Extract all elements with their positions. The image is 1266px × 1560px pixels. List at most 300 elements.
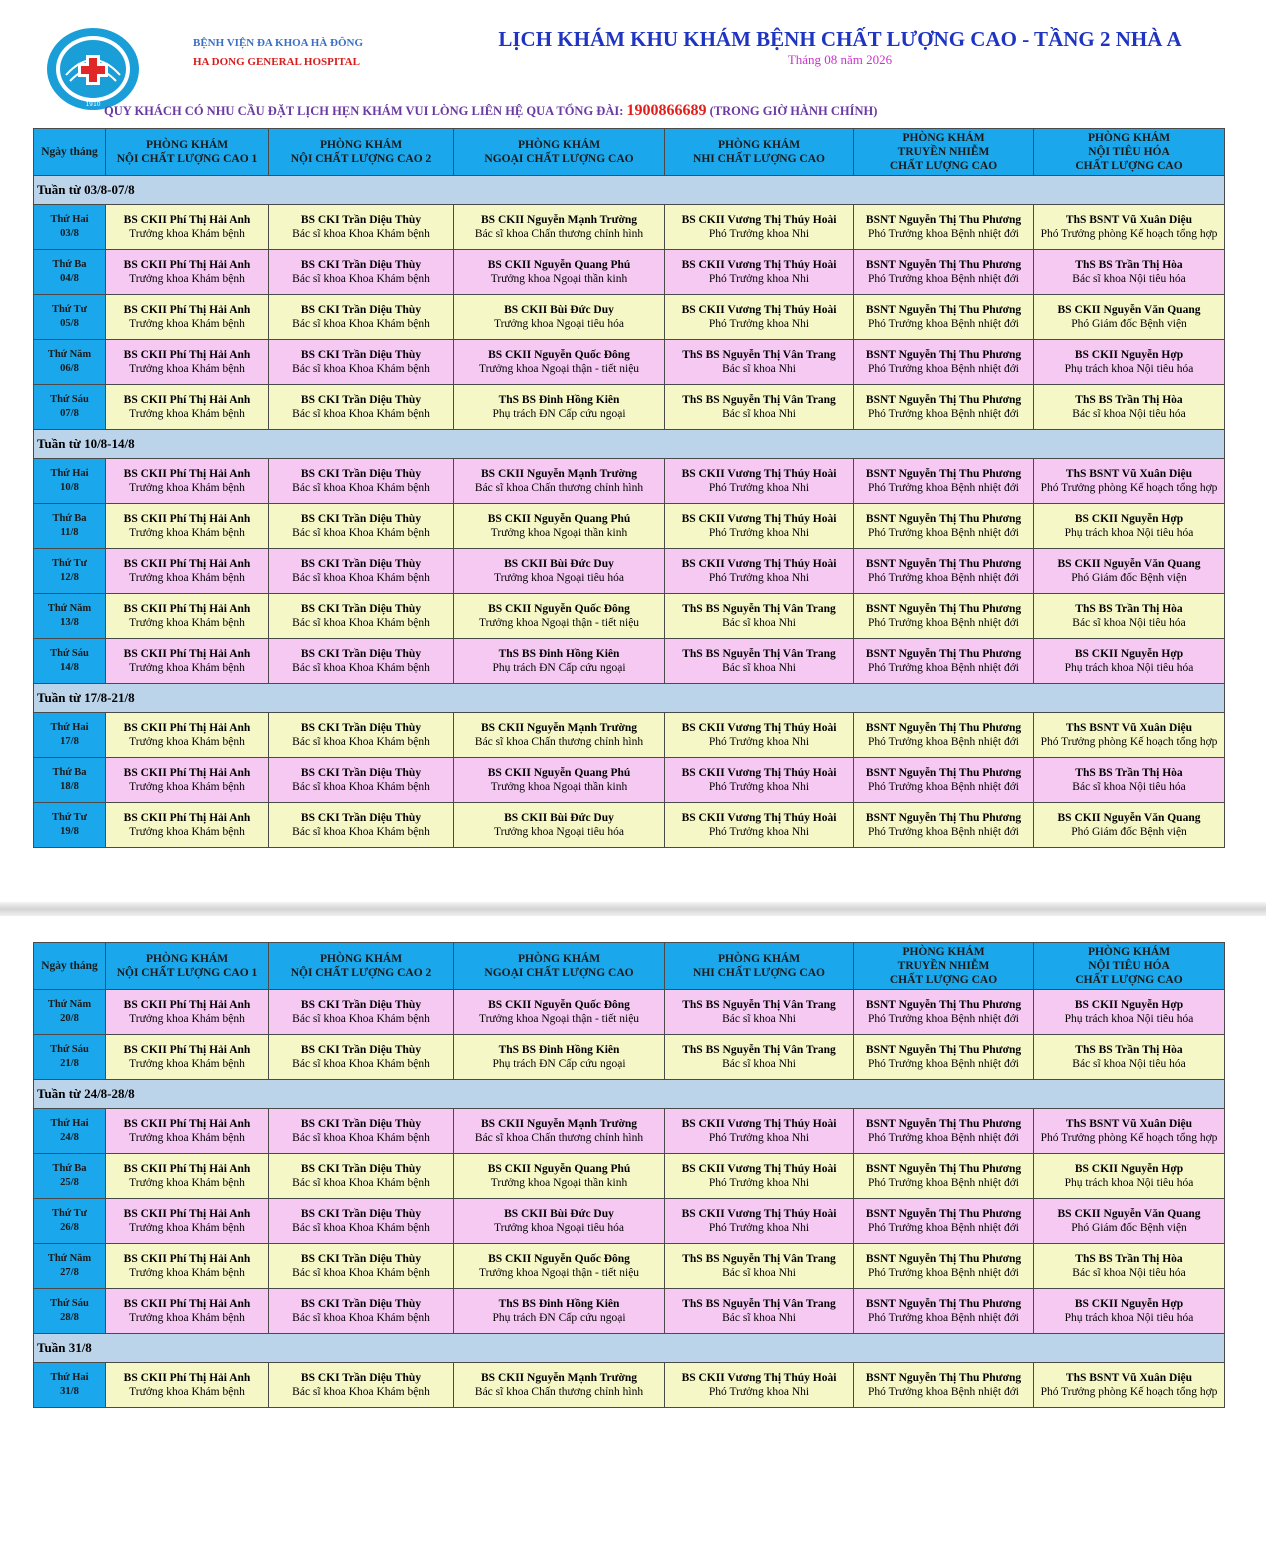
doctor-cell	[454, 1363, 665, 1408]
doctor-name: BS CKI Trần Diệu Thùy	[300, 647, 422, 660]
doctor-cell	[665, 1035, 854, 1080]
doctor-cell	[1034, 1363, 1225, 1408]
doctor-name: BS CKII Phí Thị Hải Anh	[123, 1117, 251, 1130]
date: 19/8	[60, 826, 79, 837]
schedule-row	[34, 549, 1225, 594]
doctor-cell	[269, 385, 454, 430]
doctor-cell	[269, 990, 454, 1035]
header-clinic	[454, 129, 665, 176]
doctor-name: ThS BS Đinh Hồng Kiên	[498, 393, 620, 406]
doctor-cell	[854, 504, 1034, 549]
week-row	[34, 430, 1225, 459]
date: 13/8	[60, 617, 79, 628]
doctor-name: BS CKII Nguyễn Mạnh Trường	[481, 467, 637, 480]
doctor-role: Trưởng khoa Khám bệnh	[129, 662, 245, 674]
doctor-name: BS CKI Trần Diệu Thùy	[300, 721, 422, 734]
doctor-role: Phó Trưởng khoa Bệnh nhiệt đới	[868, 617, 1019, 629]
date: 26/8	[60, 1222, 79, 1233]
date-cell	[34, 1154, 106, 1199]
doctor-role: Bác sĩ khoa Nội tiêu hóa	[1072, 781, 1186, 793]
doctor-name: ThS BS Nguyễn Thị Vân Trang	[682, 1252, 836, 1265]
doctor-name: ThS BS Đinh Hồng Kiên	[498, 1297, 620, 1310]
doctor-role: Bác sĩ khoa Khoa Khám bệnh	[292, 408, 430, 420]
doctor-role: Bác sĩ khoa Nội tiêu hóa	[1072, 408, 1186, 420]
doctor-name: BS CKII Bùi Đức Duy	[504, 303, 614, 316]
doctor-cell	[1034, 1109, 1225, 1154]
doctor-role: Bác sĩ khoa Khoa Khám bệnh	[292, 1386, 430, 1398]
doctor-cell	[106, 504, 269, 549]
doctor-cell	[854, 205, 1034, 250]
doctor-role: Trưởng khoa Ngoại thần kinh	[490, 1177, 628, 1189]
doctor-name: BS CKI Trần Diệu Thùy	[300, 1162, 422, 1175]
doctor-cell	[454, 205, 665, 250]
doctor-cell	[1034, 758, 1225, 803]
doctor-role: Phó Giám đốc Bệnh viện	[1071, 1222, 1187, 1234]
doctor-cell	[665, 549, 854, 594]
doctor-cell	[665, 295, 854, 340]
date: 07/8	[60, 408, 79, 419]
header-text: PHÒNG KHÁM	[145, 953, 229, 965]
doctor-name: BS CKII Nguyễn Văn Quang	[1057, 557, 1201, 570]
doctor-cell	[1034, 459, 1225, 504]
date: 11/8	[60, 527, 79, 538]
doctor-role: Phụ trách khoa Nội tiêu hóa	[1064, 1013, 1194, 1025]
doctor-cell	[1034, 1154, 1225, 1199]
weekday: Thứ Hai	[50, 1118, 89, 1129]
doctor-role: Bác sĩ khoa Nhi	[722, 363, 796, 375]
date-cell	[34, 1109, 106, 1154]
doctor-role: Phó Trưởng khoa Bệnh nhiệt đới	[868, 1222, 1019, 1234]
schedule-row	[34, 205, 1225, 250]
doctor-role: Phụ trách khoa Nội tiêu hóa	[1064, 363, 1194, 375]
hotline-number[interactable]: 1900866689	[626, 102, 707, 119]
doctor-name: BSNT Nguyễn Thị Thu Phương	[865, 393, 1022, 406]
schedule-row	[34, 1363, 1225, 1408]
doctor-cell	[106, 594, 269, 639]
doctor-cell	[665, 1244, 854, 1289]
doctor-name: BS CKII Nguyễn Quang Phú	[487, 1162, 631, 1175]
doctor-cell	[106, 340, 269, 385]
doctor-name: BSNT Nguyễn Thị Thu Phương	[865, 811, 1022, 824]
doctor-cell	[269, 1154, 454, 1199]
schedule-row	[34, 1289, 1225, 1334]
doctor-name: BS CKII Nguyễn Mạnh Trường	[481, 1371, 637, 1384]
doctor-role: Trưởng khoa Khám bệnh	[129, 1013, 245, 1025]
doctor-name: BS CKII Bùi Đức Duy	[504, 1207, 614, 1220]
doctor-name: BS CKII Phí Thị Hải Anh	[123, 1252, 251, 1265]
doctor-name: BS CKI Trần Diệu Thùy	[300, 766, 422, 779]
doctor-role: Bác sĩ khoa Khoa Khám bệnh	[292, 781, 430, 793]
weekday: Thứ Năm	[47, 1253, 92, 1264]
doctor-cell	[106, 1199, 269, 1244]
doctor-name: BS CKII Phí Thị Hải Anh	[123, 1371, 251, 1384]
doctor-name: ThS BS Nguyễn Thị Vân Trang	[682, 1043, 836, 1056]
date: 14/8	[60, 662, 79, 673]
page-subtitle: Tháng 08 năm 2026	[787, 52, 893, 67]
doctor-name: BSNT Nguyễn Thị Thu Phương	[865, 467, 1022, 480]
doctor-name: BS CKII Nguyễn Văn Quang	[1057, 1207, 1201, 1220]
doctor-name: BS CKII Nguyễn Quốc Đông	[488, 998, 630, 1011]
doctor-role: Bác sĩ khoa Khoa Khám bệnh	[292, 1013, 430, 1025]
doctor-role: Phó Trưởng khoa Bệnh nhiệt đới	[868, 1013, 1019, 1025]
doctor-cell	[269, 1363, 454, 1408]
date-cell	[34, 205, 106, 250]
date-cell	[34, 713, 106, 758]
doctor-role: Phó Trưởng phòng Kế hoạch tổng hợp	[1040, 228, 1218, 240]
doctor-role: Phó Trưởng khoa Nhi	[708, 318, 810, 330]
doctor-cell	[454, 1199, 665, 1244]
doctor-cell	[1034, 549, 1225, 594]
doctor-name: BS CKII Phí Thị Hải Anh	[123, 213, 251, 226]
doctor-name: BS CKII Nguyễn Hợp	[1074, 512, 1184, 525]
doctor-role: Trưởng khoa Ngoại thần kinh	[490, 273, 628, 285]
doctor-role: Bác sĩ khoa Khoa Khám bệnh	[292, 617, 430, 629]
doctor-role: Trưởng khoa Khám bệnh	[129, 363, 245, 375]
doctor-cell	[665, 1109, 854, 1154]
header-clinic	[665, 129, 854, 176]
date: 05/8	[60, 318, 79, 329]
doctor-cell	[665, 990, 854, 1035]
doctor-role: Bác sĩ khoa Khoa Khám bệnh	[292, 662, 430, 674]
doctor-cell	[106, 1109, 269, 1154]
header-text: PHÒNG KHÁM	[319, 953, 403, 965]
doctor-role: Bác sĩ khoa Nội tiêu hóa	[1072, 617, 1186, 629]
doctor-cell	[106, 1035, 269, 1080]
doctor-name: BSNT Nguyễn Thị Thu Phương	[865, 998, 1022, 1011]
doctor-name: BS CKII Nguyễn Hợp	[1074, 348, 1184, 361]
doctor-cell	[454, 295, 665, 340]
doctor-cell	[665, 1289, 854, 1334]
doctor-name: BS CKII Phí Thị Hải Anh	[123, 1207, 251, 1220]
hospital-name-vn: BỆNH VIỆN ĐA KHOA HÀ ĐÔNG	[193, 37, 364, 49]
header-clinic	[1034, 943, 1225, 990]
schedule-row	[34, 758, 1225, 803]
doctor-role: Trưởng khoa Khám bệnh	[129, 408, 245, 420]
doctor-cell	[454, 250, 665, 295]
doctor-cell	[665, 340, 854, 385]
doctor-name: ThS BS Nguyễn Thị Vân Trang	[682, 348, 836, 361]
doctor-role: Bác sĩ khoa Nhi	[722, 1312, 796, 1324]
doctor-cell	[665, 758, 854, 803]
weekday: Thứ Tư	[52, 812, 87, 823]
doctor-cell	[106, 1154, 269, 1199]
doctor-cell	[854, 549, 1034, 594]
header-date	[34, 129, 106, 176]
doctor-name: BS CKII Vương Thị Thúy Hoài	[681, 811, 837, 824]
doctor-name: BS CKI Trần Diệu Thùy	[300, 1252, 422, 1265]
doctor-name: BSNT Nguyễn Thị Thu Phương	[865, 1297, 1022, 1310]
header-clinic	[854, 943, 1034, 990]
date-cell	[34, 340, 106, 385]
doctor-name: BSNT Nguyễn Thị Thu Phương	[865, 348, 1022, 361]
doctor-cell	[665, 385, 854, 430]
doctor-cell	[454, 639, 665, 684]
weekday: Thứ Hai	[50, 214, 89, 225]
doctor-name: ThS BS Nguyễn Thị Vân Trang	[682, 998, 836, 1011]
doctor-role: Trưởng khoa Khám bệnh	[129, 1058, 245, 1070]
header-text: PHÒNG KHÁM	[1087, 132, 1171, 144]
doctor-name: ThS BSNT Vũ Xuân Diệu	[1065, 1371, 1193, 1384]
doctor-cell	[1034, 803, 1225, 848]
doctor-cell	[269, 1035, 454, 1080]
doctor-name: BS CKI Trần Diệu Thùy	[300, 557, 422, 570]
doctor-role: Phụ trách ĐN Cấp cứu ngoại	[492, 408, 626, 420]
doctor-role: Trưởng khoa Khám bệnh	[129, 318, 245, 330]
date: 24/8	[60, 1132, 79, 1143]
header-text: CHẤT LƯỢNG CAO	[1075, 160, 1183, 172]
doctor-name: BS CKII Phí Thị Hải Anh	[123, 1297, 251, 1310]
doctor-role: Bác sĩ khoa Nhi	[722, 408, 796, 420]
doctor-cell	[269, 1289, 454, 1334]
weekday: Thứ Tư	[52, 304, 87, 315]
header-text: NỘI CHẤT LƯỢNG CAO 2	[290, 153, 432, 165]
doctor-cell	[854, 990, 1034, 1035]
doctor-role: Bác sĩ khoa Khoa Khám bệnh	[292, 1222, 430, 1234]
doctor-cell	[269, 639, 454, 684]
doctor-cell	[1034, 713, 1225, 758]
doctor-name: BS CKI Trần Diệu Thùy	[300, 1297, 422, 1310]
doctor-role: Phụ trách khoa Nội tiêu hóa	[1064, 527, 1194, 539]
doctor-name: BSNT Nguyễn Thị Thu Phương	[865, 1252, 1022, 1265]
table-header-row	[34, 129, 1225, 176]
schedule-row	[34, 459, 1225, 504]
weekday: Thứ Sáu	[50, 648, 89, 659]
doctor-cell	[106, 803, 269, 848]
doctor-name: BS CKII Vương Thị Thúy Hoài	[681, 303, 837, 316]
week-label: Tuần từ 03/8-07/8	[34, 176, 1225, 205]
doctor-cell	[854, 713, 1034, 758]
doctor-cell	[665, 250, 854, 295]
doctor-role: Phó Trưởng khoa Nhi	[708, 1177, 810, 1189]
date: 28/8	[60, 1312, 79, 1323]
doctor-name: BS CKII Nguyễn Quang Phú	[487, 258, 631, 271]
doctor-cell	[106, 250, 269, 295]
header-text: PHÒNG KHÁM	[517, 953, 601, 965]
doctor-role: Phó Trưởng khoa Bệnh nhiệt đới	[868, 1058, 1019, 1070]
doctor-role: Trưởng khoa Khám bệnh	[129, 1267, 245, 1279]
doctor-name: BS CKI Trần Diệu Thùy	[300, 512, 422, 525]
hospital-logo-icon	[46, 27, 140, 111]
doctor-name: BS CKII Phí Thị Hải Anh	[123, 258, 251, 271]
week-row	[34, 176, 1225, 205]
date: 20/8	[60, 1013, 79, 1024]
weekday: Thứ Năm	[47, 999, 92, 1010]
doctor-cell	[854, 295, 1034, 340]
doctor-cell	[1034, 1035, 1225, 1080]
header-text: Ngày tháng	[41, 146, 98, 158]
schedule-row	[34, 250, 1225, 295]
doctor-role: Bác sĩ khoa Nhi	[722, 1058, 796, 1070]
header-text: TRUYỀN NHIỄM	[897, 960, 990, 972]
date-cell	[34, 549, 106, 594]
doctor-role: Phụ trách ĐN Cấp cứu ngoại	[492, 662, 626, 674]
doctor-name: BS CKII Phí Thị Hải Anh	[123, 602, 251, 615]
doctor-role: Bác sĩ khoa Khoa Khám bệnh	[292, 318, 430, 330]
doctor-role: Phó Trưởng khoa Bệnh nhiệt đới	[868, 1386, 1019, 1398]
doctor-role: Bác sĩ khoa Nội tiêu hóa	[1072, 1267, 1186, 1279]
header-clinic	[454, 943, 665, 990]
header-clinic	[106, 129, 269, 176]
doctor-role: Phó Trưởng khoa Bệnh nhiệt đới	[868, 826, 1019, 838]
doctor-name: ThS BS Trần Thị Hòa	[1075, 393, 1183, 406]
doctor-role: Phó Trưởng phòng Kế hoạch tổng hợp	[1040, 736, 1218, 748]
doctor-role: Phó Trưởng khoa Nhi	[708, 1132, 810, 1144]
doctor-cell	[269, 295, 454, 340]
doctor-name: ThS BS Trần Thị Hòa	[1075, 766, 1183, 779]
doctor-role: Trưởng khoa Khám bệnh	[129, 1312, 245, 1324]
doctor-name: BS CKII Vương Thị Thúy Hoài	[681, 1371, 837, 1384]
doctor-name: BSNT Nguyễn Thị Thu Phương	[865, 1117, 1022, 1130]
schedule-row	[34, 1035, 1225, 1080]
doctor-role: Trưởng khoa Khám bệnh	[129, 1177, 245, 1189]
date: 17/8	[60, 736, 79, 747]
doctor-cell	[454, 549, 665, 594]
doctor-role: Phó Trưởng phòng Kế hoạch tổng hợp	[1040, 1132, 1218, 1144]
doctor-role: Bác sĩ khoa Nhi	[722, 1267, 796, 1279]
doctor-name: BS CKI Trần Diệu Thùy	[300, 258, 422, 271]
date-cell	[34, 504, 106, 549]
weekday: Thứ Sáu	[50, 394, 89, 405]
doctor-name: BS CKII Phí Thị Hải Anh	[123, 998, 251, 1011]
doctor-role: Phó Giám đốc Bệnh viện	[1071, 318, 1187, 330]
header-clinic	[269, 129, 454, 176]
week-label: Tuần từ 24/8-28/8	[34, 1080, 1225, 1109]
doctor-role: Phó Giám đốc Bệnh viện	[1071, 572, 1187, 584]
weekday: Thứ Tư	[52, 558, 87, 569]
doctor-name: BS CKII Phí Thị Hải Anh	[123, 467, 251, 480]
doctor-name: ThS BS Trần Thị Hòa	[1075, 1252, 1183, 1265]
header-text: PHÒNG KHÁM	[319, 139, 403, 151]
doctor-name: BSNT Nguyễn Thị Thu Phương	[865, 1043, 1022, 1056]
doctor-name: BS CKII Vương Thị Thúy Hoài	[681, 1117, 837, 1130]
booking-notice	[104, 102, 877, 120]
doctor-cell	[454, 459, 665, 504]
doctor-cell	[1034, 639, 1225, 684]
doctor-name: BSNT Nguyễn Thị Thu Phương	[865, 1162, 1022, 1175]
doctor-cell	[1034, 205, 1225, 250]
header-text: NHI CHẤT LƯỢNG CAO	[693, 967, 825, 979]
weekday: Thứ Sáu	[50, 1298, 89, 1309]
doctor-name: BS CKII Phí Thị Hải Anh	[123, 1043, 251, 1056]
doctor-name: BS CKI Trần Diệu Thùy	[300, 348, 422, 361]
doctor-name: BS CKI Trần Diệu Thùy	[300, 811, 422, 824]
doctor-role: Phó Trưởng phòng Kế hoạch tổng hợp	[1040, 482, 1218, 494]
doctor-cell	[1034, 385, 1225, 430]
date: 12/8	[60, 572, 79, 583]
doctor-cell	[665, 639, 854, 684]
doctor-cell	[854, 639, 1034, 684]
doctor-name: ThS BSNT Vũ Xuân Diệu	[1065, 467, 1193, 480]
doctor-cell	[1034, 504, 1225, 549]
header-date	[34, 943, 106, 990]
doctor-cell	[269, 713, 454, 758]
header-text: PHÒNG KHÁM	[902, 946, 985, 958]
doctor-name: BS CKI Trần Diệu Thùy	[300, 1371, 422, 1384]
doctor-cell	[665, 1363, 854, 1408]
doctor-name: BS CKII Nguyễn Hợp	[1074, 1162, 1184, 1175]
doctor-cell	[454, 758, 665, 803]
header-clinic	[269, 943, 454, 990]
doctor-cell	[106, 385, 269, 430]
doctor-name: BSNT Nguyễn Thị Thu Phương	[865, 1371, 1022, 1384]
schedule-row	[34, 504, 1225, 549]
header-text: NỘI CHẤT LƯỢNG CAO 2	[290, 967, 432, 979]
date: 27/8	[60, 1267, 79, 1278]
schedule-row	[34, 594, 1225, 639]
date-cell	[34, 594, 106, 639]
doctor-role: Bác sĩ khoa Chấn thương chỉnh hình	[474, 1386, 644, 1398]
doctor-role: Phụ trách khoa Nội tiêu hóa	[1064, 1312, 1194, 1324]
doctor-role: Phó Trưởng khoa Bệnh nhiệt đới	[868, 363, 1019, 375]
doctor-cell	[1034, 1199, 1225, 1244]
doctor-role: Trưởng khoa Khám bệnh	[129, 1132, 245, 1144]
doctor-name: BS CKI Trần Diệu Thùy	[300, 998, 422, 1011]
doctor-cell	[1034, 1244, 1225, 1289]
doctor-name: BS CKII Bùi Đức Duy	[504, 811, 614, 824]
doctor-name: BS CKII Vương Thị Thúy Hoài	[681, 258, 837, 271]
doctor-name: ThS BS Nguyễn Thị Vân Trang	[682, 602, 836, 615]
header-text: TRUYỀN NHIỄM	[897, 146, 990, 158]
doctor-cell	[854, 803, 1034, 848]
doctor-name: ThS BS Nguyễn Thị Vân Trang	[682, 1297, 836, 1310]
doctor-name: ThS BS Đinh Hồng Kiên	[498, 1043, 620, 1056]
header-text: NHI CHẤT LƯỢNG CAO	[693, 153, 825, 165]
doctor-role: Trưởng khoa Ngoại tiêu hóa	[493, 318, 625, 330]
doctor-name: BS CKII Nguyễn Văn Quang	[1057, 303, 1201, 316]
doctor-role: Trưởng khoa Khám bệnh	[129, 273, 245, 285]
doctor-cell	[854, 1109, 1034, 1154]
doctor-role: Phó Trưởng phòng Kế hoạch tổng hợp	[1040, 1386, 1218, 1398]
week-label: Tuần 31/8	[34, 1334, 1225, 1363]
doctor-role: Bác sĩ khoa Khoa Khám bệnh	[292, 1267, 430, 1279]
doctor-role: Bác sĩ khoa Chấn thương chỉnh hình	[474, 1132, 644, 1144]
doctor-role: Trưởng khoa Ngoại thận - tiết niệu	[478, 1267, 640, 1279]
header-text: PHÒNG KHÁM	[517, 139, 601, 151]
header-text: NGOẠI CHẤT LƯỢNG CAO	[484, 967, 634, 979]
doctor-role: Phụ trách khoa Nội tiêu hóa	[1064, 662, 1194, 674]
doctor-role: Bác sĩ khoa Chấn thương chỉnh hình	[474, 482, 644, 494]
doctor-role: Phó Trưởng khoa Bệnh nhiệt đới	[868, 527, 1019, 539]
doctor-role: Phó Trưởng khoa Nhi	[708, 736, 810, 748]
doctor-cell	[854, 1363, 1034, 1408]
weekday: Thứ Hai	[50, 468, 89, 479]
header-text: CHẤT LƯỢNG CAO	[889, 160, 998, 172]
header-clinic	[854, 129, 1034, 176]
doctor-cell	[454, 1109, 665, 1154]
doctor-role: Phó Trưởng khoa Nhi	[708, 781, 810, 793]
date: 18/8	[60, 781, 79, 792]
doctor-cell	[106, 295, 269, 340]
doctor-name: BS CKII Vương Thị Thúy Hoài	[681, 1162, 837, 1175]
schedule-table-2	[33, 942, 1225, 1408]
doctor-name: BSNT Nguyễn Thị Thu Phương	[865, 766, 1022, 779]
doctor-role: Phó Trưởng khoa Bệnh nhiệt đới	[868, 482, 1019, 494]
doctor-cell	[106, 549, 269, 594]
doctor-role: Trưởng khoa Ngoại tiêu hóa	[493, 1222, 625, 1234]
header-text: CHẤT LƯỢNG CAO	[1075, 974, 1183, 986]
doctor-name: BS CKII Phí Thị Hải Anh	[123, 1162, 251, 1175]
schedule-table-1	[33, 128, 1225, 848]
doctor-cell	[665, 1154, 854, 1199]
doctor-cell	[269, 1199, 454, 1244]
schedule-row	[34, 1154, 1225, 1199]
doctor-cell	[454, 1035, 665, 1080]
doctor-name: BS CKII Nguyễn Quốc Đông	[488, 348, 630, 361]
doctor-role: Trưởng khoa Khám bệnh	[129, 482, 245, 494]
doctor-role: Phó Trưởng khoa Bệnh nhiệt đới	[868, 781, 1019, 793]
doctor-cell	[854, 459, 1034, 504]
doctor-role: Phó Trưởng khoa Nhi	[708, 572, 810, 584]
